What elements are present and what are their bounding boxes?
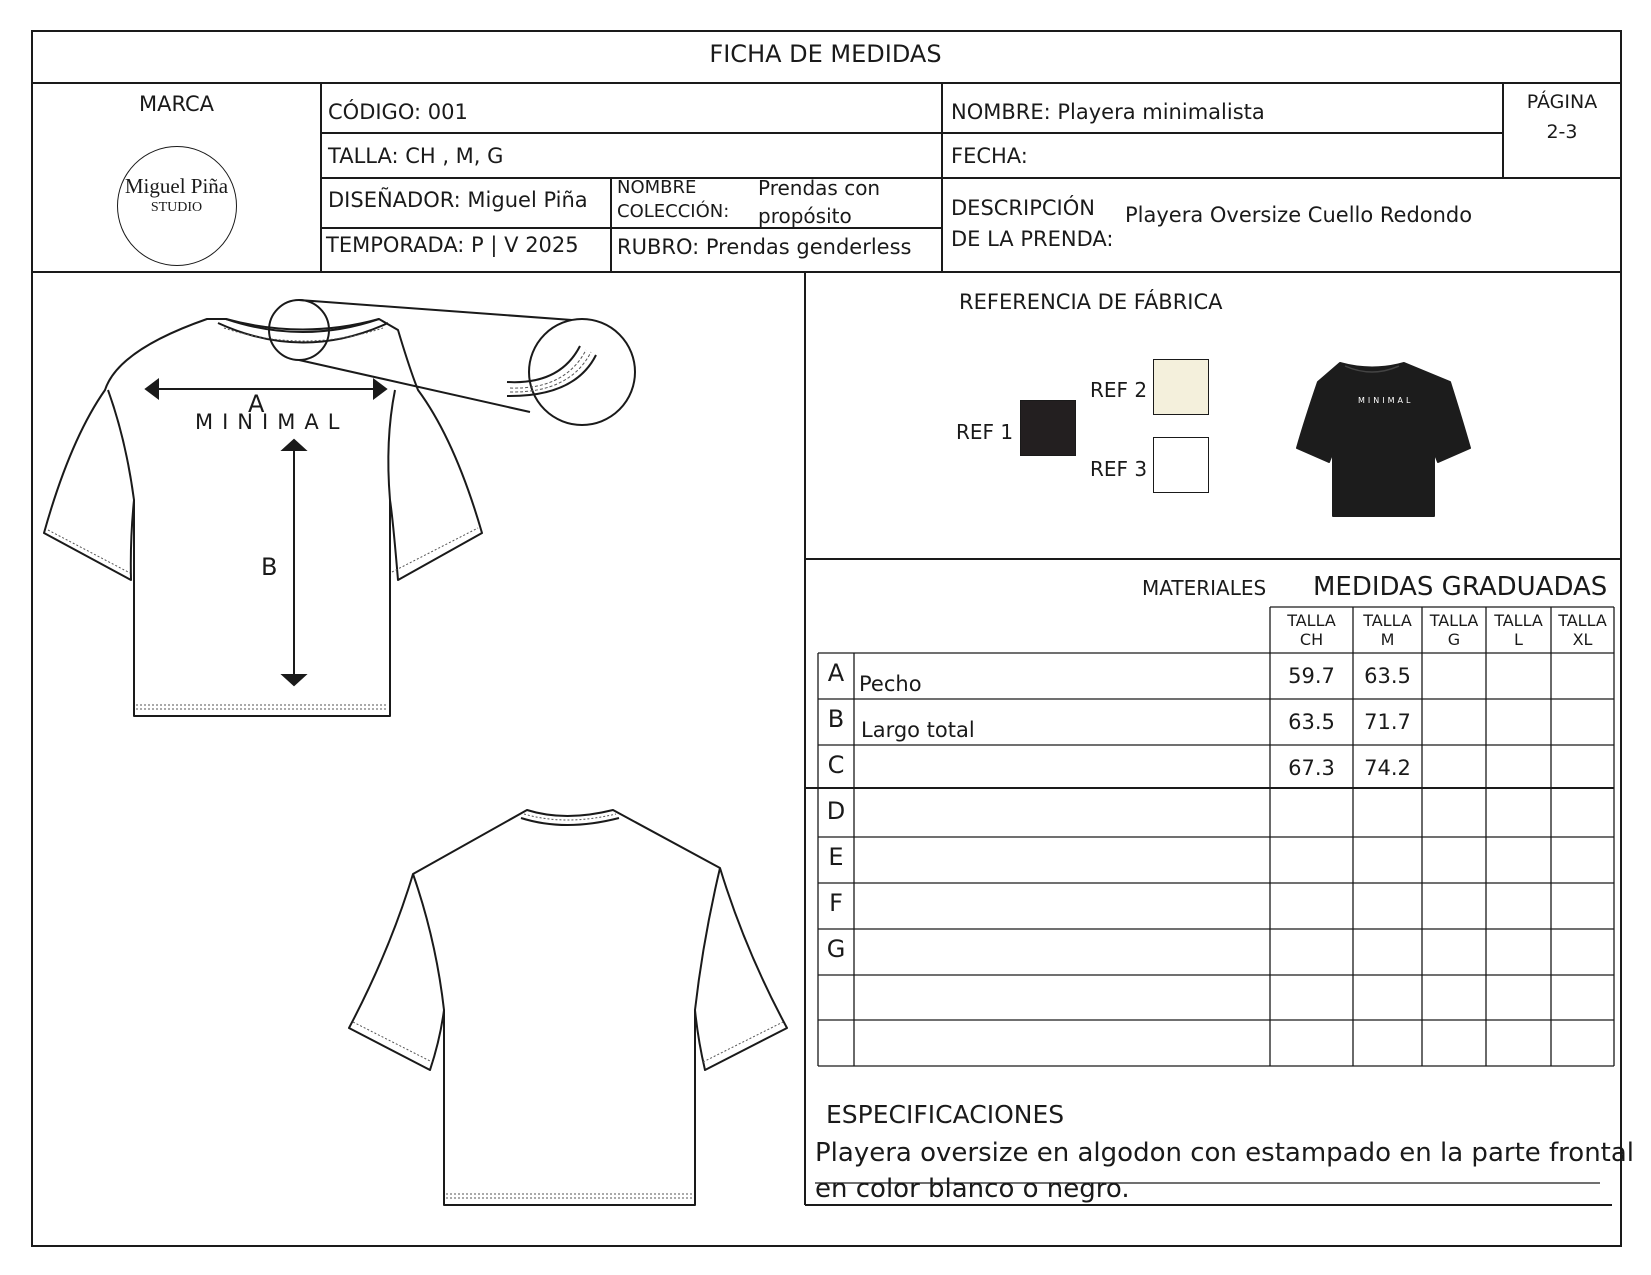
temporada-field: TEMPORADA: P | V 2025 xyxy=(326,233,579,257)
row-letter: B xyxy=(827,705,845,733)
pagina-label: PÁGINA xyxy=(1526,91,1598,113)
coleccion-value-2: propósito xyxy=(758,204,852,228)
codigo-field: CÓDIGO: 001 xyxy=(328,100,468,124)
measure-cell: 74.2 xyxy=(1364,756,1411,780)
measure-cell: 59.7 xyxy=(1288,664,1335,688)
ref2-label: REF 2 xyxy=(1090,378,1148,402)
size-header-g: TALLA G xyxy=(1429,611,1479,649)
brand-logo-name: Miguel Piña xyxy=(124,174,229,198)
row-letter: E xyxy=(828,843,844,871)
preview-print-text: MINIMAL xyxy=(1358,396,1414,405)
specs-line-1: Playera oversize en algodon con estampado en la parte frontal xyxy=(815,1138,1635,1168)
descripcion-label-2: DE LA PRENDA: xyxy=(951,227,1114,251)
row-letter: G xyxy=(826,935,846,963)
size-header-m: TALLA M xyxy=(1363,611,1412,649)
sheet-title: FICHA DE MEDIDAS xyxy=(709,40,942,68)
measure-label-a: A xyxy=(248,390,265,418)
ref3-label: REF 3 xyxy=(1090,457,1148,481)
row-letter: C xyxy=(827,751,845,779)
ref1-label: REF 1 xyxy=(956,420,1014,444)
row-measure-name: Pecho xyxy=(859,672,922,696)
row-measure-name: Largo total xyxy=(861,718,975,742)
size-header-l: TALLA L xyxy=(1494,611,1543,649)
front-print-text: MINIMAL xyxy=(195,410,349,434)
brand-label: MARCA xyxy=(138,92,215,116)
brand-logo-studio: STUDIO xyxy=(150,200,203,215)
nombre-field: NOMBRE: Playera minimalista xyxy=(951,100,1265,124)
pagina-value: 2-3 xyxy=(1546,121,1578,143)
fecha-field: FECHA: xyxy=(951,144,1028,168)
materiales-label: MATERIALES xyxy=(1142,576,1267,600)
coleccion-label-1: NOMBRE xyxy=(617,177,697,198)
row-letter: D xyxy=(826,797,846,825)
disenador-field: DISEÑADOR: Miguel Piña xyxy=(328,188,588,212)
descripcion-value: Playera Oversize Cuello Redondo xyxy=(1125,203,1473,227)
measure-cell: 71.7 xyxy=(1364,710,1411,734)
coleccion-value-1: Prendas con xyxy=(758,176,881,200)
specs-line-2: en color blanco o negro. xyxy=(815,1174,1130,1204)
measures-title: MEDIDAS GRADUADAS xyxy=(1313,572,1608,602)
fabric-title: REFERENCIA DE FÁBRICA xyxy=(959,290,1223,314)
coleccion-label-2: COLECCIÓN: xyxy=(617,201,730,222)
measure-cell: 63.5 xyxy=(1364,664,1411,688)
specs-title: ESPECIFICACIONES xyxy=(826,1100,1065,1129)
row-letter: A xyxy=(827,659,845,687)
measure-cell: 63.5 xyxy=(1288,710,1335,734)
talla-field: TALLA: CH , M, G xyxy=(328,144,504,168)
measure-cell: 67.3 xyxy=(1288,756,1335,780)
row-letter: F xyxy=(829,889,843,917)
descripcion-label-1: DESCRIPCIÓN xyxy=(951,196,1095,220)
rubro-field: RUBRO: Prendas genderless xyxy=(617,235,912,259)
size-header-ch: TALLA CH xyxy=(1287,611,1336,649)
size-header-xl: TALLA XL xyxy=(1558,611,1607,649)
measure-label-b: B xyxy=(261,553,278,581)
